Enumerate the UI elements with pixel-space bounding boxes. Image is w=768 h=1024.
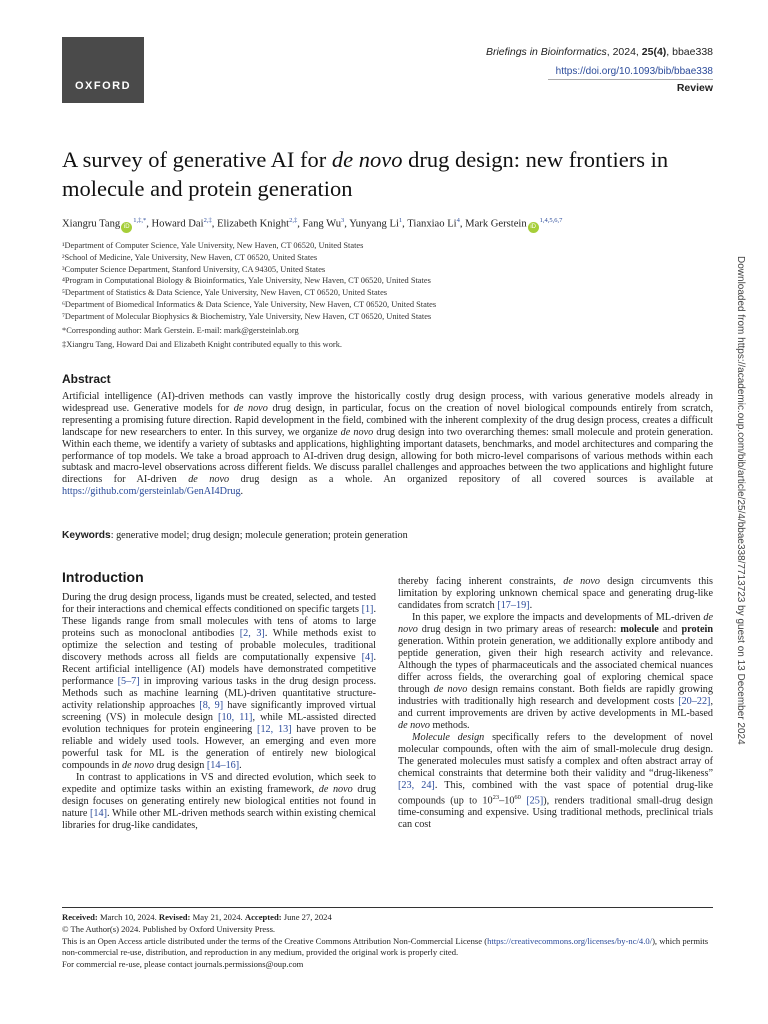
orcid-icon[interactable]: iD <box>528 222 539 233</box>
affiliation: ⁴Program in Computational Biology & Bioinformatics, Yale University, New Haven, CT 06520, United States <box>62 276 431 286</box>
text-run: de novo <box>122 760 154 771</box>
author[interactable]: Yunyang Li <box>349 218 399 230</box>
text-run: de novo <box>398 612 713 635</box>
footer-divider <box>62 907 713 908</box>
affiliation-marker: 1,‡,* <box>133 217 147 224</box>
affiliations <box>62 240 436 323</box>
text-run: drug design focuses on generating entirely new biological entities not found in nature <box>62 784 376 819</box>
text-run: and <box>658 624 682 635</box>
text-run: 23 <box>492 794 500 801</box>
citation-link[interactable]: [5–7] <box>117 676 140 687</box>
text-run: in improving various tasks in the drug design process. Methods such as machine learning (ML)-driven quantitative structure-activity relationship approaches <box>62 676 376 711</box>
affiliation-marker: 4 <box>456 217 460 224</box>
text-run: de novo <box>433 684 468 695</box>
doi-link[interactable]: https://doi.org/10.1093/bib/bbae338 <box>555 66 713 77</box>
oxford-logo[interactable] <box>62 37 144 103</box>
text-run: molecule <box>620 624 659 635</box>
text-run: specifically refers to the development of novel molecular compounds, often with the aim of small-molecule drug design. The generated molecules must satisfy a complex and often abstract array of chemical constraints that determine both their validity and “drug-likeness” <box>398 732 713 779</box>
text-run: drug design <box>153 760 207 771</box>
citation-link[interactable]: [25] <box>526 795 544 807</box>
affiliation-marker: 3 <box>341 217 345 224</box>
text-run: ), renders traditional small-drug design time-consuming and expensive. Using traditional methods, preclinical trials can cost <box>398 795 714 831</box>
article-type: Review <box>676 82 713 94</box>
author[interactable]: Fang Wu <box>302 218 342 230</box>
copyright: © The Author(s) 2024. Published by Oxford University Press. <box>62 923 276 934</box>
equal-contribution-note: ‡Xiangru Tang, Howard Dai and Elizabeth Knight contributed equally to this work. <box>62 340 342 349</box>
citation-link[interactable]: [12, 13] <box>257 724 292 735</box>
license-text: This is an Open Access article distributed under the terms of the Creative Commons Attribution Non-Commercial License (https://creativecommons.org/licenses/by-nc/4.0/), which permits non-commercial re-use, distribution, and reproduction in any medium, provided the original work is properly cited. <box>62 935 709 958</box>
text-run: methods. <box>429 720 470 731</box>
citation-link[interactable]: [17–19] <box>497 600 530 611</box>
text-run: , while ML-assisted directed evolution techniques for protein engineering <box>62 712 377 735</box>
text-run: have significantly improved virtual screening (VS) in molecule design <box>62 700 376 723</box>
text-run: –10 <box>499 795 515 807</box>
header-divider <box>548 79 713 80</box>
text-run: Molecule design <box>412 732 485 743</box>
download-watermark: Downloaded from https://academic.oup.com/bib/article/25/4/bbae338/7713723 by guest on 13 December 2024 <box>735 256 746 745</box>
text-run: drug design in two primary areas of research: <box>417 624 621 635</box>
text-run: de novo <box>398 720 430 731</box>
author-list: Xiangru Tang $iD^{1,\ddagger,*}$, Howard Dai$^{2,\ddagger}$, Elizabeth Knight$^{2,\ddagger}$, Fang Wu$^3$, Yunyang Li$^1$, Tianxiao Li$^4$, Mark Gerstein iD$^{1,4,5,6,7}$ <box>62 217 712 233</box>
text-run: de novo <box>563 576 600 587</box>
citation-link[interactable]: [23, 24] <box>398 780 435 791</box>
affiliation: ⁵Department of Statistics & Data Science, Yale University, New Haven, CT 06520, United States <box>62 288 388 298</box>
affiliation: ²School of Medicine, Yale University, New Haven, CT 06520, United States <box>62 252 318 262</box>
text-run: . <box>239 760 242 771</box>
paper-title: A survey of generative AI for de novo drug design: new frontiers in molecule and protein generation <box>62 147 669 201</box>
publication-footer <box>62 912 713 971</box>
orcid-icon[interactable]: iD <box>121 222 132 233</box>
text-run: . Recent artificial intelligence (AI) models have demonstrated competitive performance <box>62 652 376 687</box>
citation-link[interactable]: [4] <box>361 652 374 663</box>
citation-link[interactable]: [14] <box>90 808 108 819</box>
intro-paragraph <box>398 612 713 732</box>
affiliation-marker: 1 <box>398 217 403 224</box>
author[interactable]: Xiangru Tang <box>62 218 121 230</box>
affiliation-marker: 2,‡ <box>203 217 212 224</box>
introduction-heading: Introduction <box>62 569 144 585</box>
text-run: , and current improvements are driven by active developments in ML-based <box>398 696 713 719</box>
journal-citation: Briefings in Bioinformatics, 2024, 25(4), bbae338 <box>485 46 713 58</box>
author[interactable]: Tianxiao Li <box>407 218 457 230</box>
permissions-note: For commercial re-use, please contact journals.permissions@oup.com <box>62 959 304 970</box>
text-run: de novo <box>318 784 353 795</box>
affiliation-marker: 2,‡ <box>289 217 298 224</box>
citation-link[interactable]: [14–16] <box>206 760 240 771</box>
text-run: thereby facing inherent constraints, <box>398 576 564 587</box>
license-link[interactable]: https://creativecommons.org/licenses/by-nc/4.0/ <box>487 935 653 946</box>
intro-paragraph <box>398 576 713 612</box>
text-run: 60 <box>514 794 521 801</box>
author[interactable]: Mark Gerstein <box>465 218 527 230</box>
text-run: . These ligands range from small molecules with tens of atoms to large proteins such as monoclonal antibodies <box>62 604 376 639</box>
text-run: protein <box>681 624 713 635</box>
affiliation: ³Computer Science Department, Stanford University, CA 94305, United States <box>62 264 326 274</box>
repository-link[interactable]: https://github.com/gersteinlab/GenAI4Drug <box>62 486 241 498</box>
affiliation: ¹Department of Computer Science, Yale University, New Haven, CT 06520, United States <box>62 241 364 250</box>
citation-link[interactable]: [20–22] <box>678 696 711 707</box>
affiliation: ⁷Department of Molecular Biophysics & Biochemistry, Yale University, New Haven, CT 06520, United States <box>62 311 432 321</box>
citation-link[interactable]: [10, 11] <box>218 712 253 723</box>
text-run: . This, combined with the vast space of potential drug-like compounds (up to 10 <box>398 780 713 807</box>
author[interactable]: Elizabeth Knight <box>217 218 290 230</box>
logo-text: OXFORD <box>74 80 132 92</box>
text-run: . <box>529 600 533 611</box>
citation-link[interactable]: [8, 9] <box>199 700 224 711</box>
citation-link[interactable]: [1] <box>361 604 374 615</box>
text-run: design circumvents this limitation by exploring unknown chemical space and generating drug-like candidates from scratch <box>398 576 713 611</box>
author[interactable]: Howard Dai <box>151 218 204 230</box>
history-dates: Received: March 10, 2024. Revised: May 21, 2024. Accepted: June 27, 2024 <box>62 912 332 922</box>
text-run: In this paper, we explore the impacts and developments of ML-driven <box>412 612 704 623</box>
text-run: . While other ML-driven methods search within existing chemical libraries for drug-like candidates, <box>62 808 376 831</box>
text-run: have proven to be reliable and widely used tools. However, an emerging and even more powerful task for ML is the generation of entirely new biological compounds in <box>62 724 376 771</box>
text-run: design remains constant. Both fields are rapidly growing industries with traditionally high research and development costs <box>398 684 713 707</box>
intro-column-left <box>62 592 376 832</box>
affiliation: ⁶Department of Biomedical Informatics & Data Science, Yale University, New Haven, CT 06520, United States <box>62 299 437 309</box>
text-run: In contrast to applications in VS and directed evolution, which seek to expedite and optimize tasks within an existing framework, <box>62 772 376 795</box>
intro-paragraph <box>62 592 376 772</box>
affiliation-marker: 1,4,5,6,7 <box>539 217 563 224</box>
abstract-text: Artificial intelligence (AI)-driven methods can vastly improve the historically costly drug design process, with various generative models already in widespread use. Generative models for de novo drug design, in particular, focus on the creation of novel biological compounds entirely from scratch, representing a promising future direction. Rapid development in the field, combined with the inherent complexity of the drug design process, creates a difficult landscape for new researchers to enter. In this survey, we organize de novo drug design into two overarching themes: small molecule and protein generation. Within each theme, we identify a variety of subtasks and applications, highlighting important datasets, benchmarks, and model architectures and comparing the performance of top models. We take a broad approach to AI-driven drug design, allowing for both micro-level comparisons of various methods within each subtask and macro-level observations across different fields. We discuss parallel challenges and approaches between the two applications and highlight future directions for AI-driven de novo drug design as a whole. An organized repository of all covered sources is available at https://github.com/gersteinlab/GenAI4Drug. <box>62 391 713 498</box>
text-run: . While methods exist to optimize the selection and testing of probable molecules, traditional discovery methods across all fields are computationally expensive <box>62 628 376 663</box>
intro-paragraph <box>62 772 376 832</box>
citation-link[interactable]: [2, 3] <box>239 628 265 639</box>
intro-column-right <box>398 576 713 831</box>
abstract-heading: Abstract <box>62 372 111 386</box>
corresponding-author: *Corresponding author: Mark Gerstein. E-mail: mark@gersteinlab.org <box>62 326 299 335</box>
intro-paragraph <box>398 732 713 831</box>
keywords: Keywords: generative model; drug design; molecule generation; protein generation <box>62 530 408 541</box>
text-run: During the drug design process, ligands must be created, selected, and tested for their interactions and chemical effects conditioned on specific targets <box>62 592 376 615</box>
text-run: generation. Within protein generation, we additionally explore antibody and peptide generation, given their high research activity and relevance. Although the types of pharmaceuticals and the associated chemical nuances differ across fields, the overarching goal of exploring chemical space through <box>398 636 713 695</box>
